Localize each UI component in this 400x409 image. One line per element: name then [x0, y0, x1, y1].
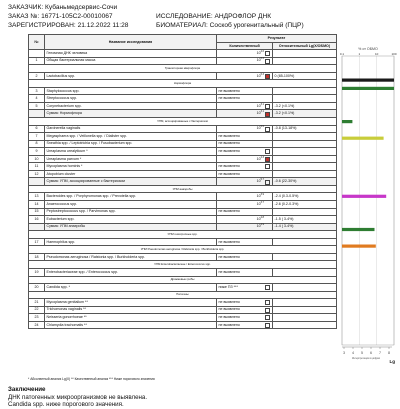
- test-name: Anaerococcus spp.: [45, 201, 217, 209]
- row-number: 11: [29, 163, 45, 171]
- top-tick-label: 100: [391, 52, 397, 56]
- relative-result: -2.4 (0.3-0.5%): [273, 193, 337, 201]
- row-number: 17: [29, 238, 45, 246]
- test-name: Megasphaera spp. / Veillonella spp. / Dialister spp.: [45, 133, 217, 141]
- quantitative-result: [217, 268, 273, 276]
- flag-box-icon: [265, 308, 270, 313]
- relative-result: [273, 268, 337, 276]
- section-label: Дрожжевые грибы: [29, 276, 337, 284]
- top-tick-label: 1: [358, 52, 361, 56]
- relative-result: [273, 299, 337, 307]
- table-row: [29, 284, 337, 292]
- table-row: [29, 201, 337, 209]
- flag-box-icon: [265, 59, 270, 64]
- table-row: [29, 223, 337, 231]
- relative-result: [273, 306, 337, 314]
- flag-box-icon: [265, 74, 270, 79]
- flag-box-icon: [265, 127, 270, 132]
- bar: [342, 228, 375, 231]
- result-text: не выявлено: [218, 209, 240, 214]
- row-number: 10: [29, 155, 45, 163]
- section-row: [29, 65, 337, 73]
- result-text: не выявлено: [218, 239, 240, 244]
- relative-result: [273, 95, 337, 103]
- test-name: Peptostreptococcus spp. / Parvimonas spp.: [45, 208, 217, 216]
- test-name: Общая бактериальная масса: [45, 57, 217, 65]
- table-row: [29, 133, 337, 141]
- table-row: [29, 87, 337, 95]
- row-number: 23: [29, 314, 45, 322]
- quantitative-result: [217, 102, 273, 110]
- result-text: не выявлено: [218, 88, 240, 93]
- relative-result: [273, 148, 337, 156]
- row-number: [29, 178, 45, 186]
- col-result-header: Результат: [217, 35, 337, 43]
- section-row: [29, 246, 337, 254]
- result-text: не выявлено: [218, 96, 240, 101]
- footnote: * Абсолютный анализ Lg(Х) ** Качественный анализ *** Ниже порогового значения: [28, 377, 155, 381]
- relative-result: [273, 140, 337, 148]
- bar: [342, 120, 352, 123]
- quantitative-result: [217, 321, 273, 329]
- relative-result: [273, 87, 337, 95]
- axis-unit-label: Lg: [389, 359, 395, 364]
- table-row: [29, 208, 337, 216]
- row-number: 20: [29, 284, 45, 292]
- test-name: Chlamydia trachomatis **: [45, 321, 217, 329]
- flag-box-icon: [265, 300, 270, 305]
- result-base: 10: [256, 179, 261, 184]
- result-text: не выявлено: [218, 164, 240, 169]
- row-number: 8: [29, 140, 45, 148]
- table-row: [29, 140, 337, 148]
- quantitative-result: [217, 125, 273, 133]
- relative-result: -0.8 (13-18%): [273, 125, 337, 133]
- row-number: 5: [29, 102, 45, 110]
- test-name: Enterobacteriaceae spp. / Enterococcus spp.: [45, 268, 217, 276]
- relative-result: -3.2 (<0.1%): [273, 110, 337, 118]
- section-row: [29, 261, 337, 269]
- table-row: [29, 238, 337, 246]
- quantitative-result: [217, 170, 273, 178]
- relative-result: [273, 155, 337, 163]
- bar: [342, 195, 386, 198]
- result-exponent: 4.6: [260, 49, 264, 53]
- result-exponent: 6.3: [260, 72, 264, 76]
- relative-chart: [340, 45, 396, 368]
- test-name: Сумма: Нормофлора: [45, 110, 217, 118]
- order-line: ЗАКАЗ №: 16771-105С2-00010067 ИССЛЕДОВАНИЕ: АНДРОФЛОР ДНК: [8, 13, 272, 20]
- table-row: [29, 57, 337, 65]
- test-name: Ureaplasma urealyticum *: [45, 148, 217, 156]
- conclusion-line-2: Candida spp. ниже порогового значения.: [8, 401, 124, 408]
- top-tick-label: 0.1: [339, 52, 345, 56]
- quantitative-result: [217, 314, 273, 322]
- section-row: [29, 276, 337, 284]
- test-name: Lactobacillus spp.: [45, 72, 217, 80]
- quantitative-result: [217, 148, 273, 159]
- result-exponent: 3.1: [260, 102, 264, 106]
- quantitative-result: [217, 178, 273, 186]
- test-name: Eubacterium spp.: [45, 216, 217, 224]
- section-label: УПМ гемотропные spp.: [29, 231, 337, 239]
- quantitative-result: [217, 223, 273, 231]
- test-name: Bacteroides spp. / Porphyromonas spp. / Prevotella spp.: [45, 193, 217, 201]
- row-number: 21: [29, 299, 45, 307]
- table-row: [29, 306, 337, 314]
- relative-result: -2.6 (0.2-0.3%): [273, 201, 337, 209]
- section-row: [29, 291, 337, 299]
- result-exponent: 3.9: [260, 193, 264, 197]
- section-label: УПМ анаэробы: [29, 185, 337, 193]
- section-label: УПМ Enterobacteriaceae / Enterococcus spp.: [29, 261, 337, 269]
- row-number: 9: [29, 148, 45, 156]
- test-name: Gardnerella vaginalis: [45, 125, 217, 133]
- relative-result: [273, 50, 337, 58]
- test-name: Neisseria gonorrhoeae **: [45, 314, 217, 322]
- section-row: [29, 118, 337, 126]
- col-rel-header: Относительный Lg(Х/ОБМО): [273, 42, 337, 50]
- result-base: 10: [256, 224, 261, 229]
- test-name: Haemophilus spp.: [45, 238, 217, 246]
- relative-result: [273, 314, 337, 322]
- row-number: [29, 110, 45, 118]
- axis-tick-label: 3: [343, 351, 345, 355]
- result-exponent: 5.5: [260, 125, 264, 129]
- test-name: Streptococcus spp.: [45, 95, 217, 103]
- top-tick-label: 10: [374, 52, 379, 56]
- results-table: [28, 34, 337, 329]
- biomaterial-line: БИОМАТЕРИАЛ: Соскоб урогенитальный (ПЦР): [156, 22, 304, 29]
- result-base: 10: [256, 201, 261, 206]
- table-row: [29, 95, 337, 103]
- result-base: 10: [256, 126, 261, 131]
- table-row: [29, 253, 337, 261]
- result-base: 10: [256, 50, 261, 55]
- result-text: не выявлено: [218, 299, 240, 304]
- test-name: Сумма: УПМ анаэробы: [45, 223, 217, 231]
- flag-box-icon: [265, 323, 270, 328]
- table-row: [29, 268, 337, 276]
- result-exponent: 4.9: [260, 223, 264, 227]
- flag-box-icon: [265, 164, 270, 169]
- result-exponent: 6.3: [260, 57, 264, 61]
- relative-result: 0 (85-100%): [273, 72, 337, 80]
- relative-result: [273, 133, 337, 141]
- section-label: Патогены: [29, 291, 337, 299]
- col-name-header: Название исследования: [45, 35, 217, 50]
- result-text: не выявлено: [218, 141, 240, 146]
- quantitative-result: [217, 215, 273, 227]
- test-name: Trichomonas vaginalis **: [45, 306, 217, 314]
- table-row: [29, 72, 337, 80]
- relative-result: [273, 57, 337, 65]
- relative-result: [273, 238, 337, 246]
- section-row: [29, 231, 337, 239]
- axis-tick-label: 6: [370, 351, 372, 355]
- result-text: не выявлено: [218, 148, 240, 153]
- result-base: 10: [256, 58, 261, 63]
- relative-result: -1.5 ( 3-4%): [273, 216, 337, 224]
- result-text: не выявлено: [218, 133, 240, 138]
- flag-box-icon: [265, 157, 270, 162]
- result-base: 10: [256, 194, 261, 199]
- bar: [342, 137, 384, 140]
- section-row: [29, 80, 337, 88]
- chart-title: % от ОБМО: [358, 47, 378, 51]
- test-name: Pseudomonas aeruginosa / Ralstonia spp. / Burkholderia spp.: [45, 253, 217, 261]
- bar: [342, 87, 394, 90]
- test-name: Corynebacterium spp.: [45, 102, 217, 110]
- row-number: 19: [29, 268, 45, 276]
- flag-box-icon: [265, 51, 270, 56]
- result-base: 10: [256, 73, 261, 78]
- row-number: 22: [29, 306, 45, 314]
- table-row: [29, 125, 337, 133]
- result-text: не выявлено: [218, 269, 240, 274]
- row-number: 18: [29, 253, 45, 261]
- quantitative-result: [217, 299, 273, 307]
- result-text: не выявлено: [218, 315, 240, 319]
- quantitative-result: [217, 49, 273, 61]
- quantitative-result: [217, 140, 273, 148]
- test-name: Сумма: УПМ, ассоциированные с бактериозом: [45, 178, 217, 186]
- quantitative-result: [217, 238, 273, 246]
- result-base: 10: [256, 103, 261, 108]
- quantitative-result: [217, 284, 273, 292]
- result-base: 10: [256, 156, 261, 161]
- row-number: 24: [29, 321, 45, 329]
- row-number: 14: [29, 201, 45, 209]
- row-number: 2: [29, 72, 45, 80]
- table-row: [29, 110, 337, 118]
- relative-result: -1.4 ( 3-4%): [273, 223, 337, 231]
- test-name: Staphylococcus spp.: [45, 87, 217, 95]
- flag-box-icon: [265, 149, 270, 154]
- relative-result: -0.6 (22-30%): [273, 178, 337, 186]
- axis-tick-label: 5: [361, 351, 363, 355]
- relative-result: [273, 163, 337, 171]
- quantitative-result: [217, 201, 273, 209]
- result-exponent: 4.8: [260, 215, 264, 219]
- test-name: Atopobium cluster: [45, 170, 217, 178]
- table-row: [29, 102, 337, 110]
- relative-result: [273, 170, 337, 178]
- row-number: 16: [29, 216, 45, 224]
- row-number: 15: [29, 208, 45, 216]
- flag-box-icon: [265, 285, 270, 290]
- row-number: 6: [29, 125, 45, 133]
- quantitative-result: [217, 306, 273, 314]
- quantitative-result: [217, 193, 273, 201]
- relative-result: [273, 208, 337, 216]
- relative-result: [273, 253, 337, 261]
- row-number: 13: [29, 193, 45, 201]
- client-line: ЗАКАЗЧИК: Кубаньмедсервис-Сочи: [8, 4, 118, 11]
- section-label: УПМ Pseudomonas aeruginosa / Ralstonia spp. / Burkholderia spp.: [29, 246, 337, 254]
- table-row: [29, 299, 337, 307]
- flag-box-icon: [265, 112, 270, 117]
- flag-box-icon: [265, 315, 270, 320]
- relative-result: [273, 284, 337, 292]
- result-base: 10: [256, 111, 261, 116]
- axis-caption: Интерпретация в цифрах: [351, 357, 381, 360]
- axis-tick-label: 7: [379, 351, 381, 355]
- bar: [342, 79, 394, 82]
- table-row: [29, 170, 337, 178]
- table-row: [29, 193, 337, 201]
- flag-box-icon: [265, 180, 270, 185]
- row-number: 12: [29, 170, 45, 178]
- result-text: не выявлено: [218, 254, 240, 259]
- table-row: [29, 216, 337, 224]
- quantitative-result: [217, 72, 273, 80]
- col-num-header: №: [29, 35, 45, 50]
- table-row: [29, 321, 337, 329]
- quantitative-result: [217, 110, 273, 118]
- quantitative-result: [217, 57, 273, 65]
- test-name: Mycoplasma hominis *: [45, 163, 217, 171]
- table-row: [29, 148, 337, 156]
- section-label: УПМ, ассоциированные с бактериозом: [29, 118, 337, 126]
- result-exponent: 5.7: [260, 177, 264, 181]
- result-exponent: 3.7: [260, 200, 264, 204]
- table-row: [29, 163, 337, 171]
- bar: [342, 245, 376, 248]
- conclusion-title: Заключение: [8, 386, 46, 393]
- quantitative-result: [217, 253, 273, 261]
- result-exponent: 4.3: [260, 155, 264, 159]
- section-label: Нормофлора: [29, 80, 337, 88]
- axis-tick-label: 4: [352, 351, 354, 355]
- result-text: ниже ПЗ ***: [218, 284, 238, 289]
- row-number: [29, 223, 45, 231]
- study-line: ИССЛЕДОВАНИЕ: АНДРОФЛОР ДНК: [156, 13, 272, 20]
- row-number: [29, 50, 45, 58]
- col-quant-header: Количественный: [217, 42, 273, 50]
- axis-tick-label: 8: [388, 351, 390, 355]
- table-row: [29, 155, 337, 163]
- test-name: Mycoplasma genitalium **: [45, 299, 217, 307]
- row-number: 4: [29, 95, 45, 103]
- quantitative-result: [217, 95, 273, 103]
- relative-result: [273, 321, 337, 329]
- conclusion-line-1: ДНК патогенных микроорганизмов не выявлена.: [8, 394, 148, 401]
- quantitative-result: [217, 133, 273, 141]
- section-label: Транзиторная микрофлора: [29, 65, 337, 73]
- result-text: не выявлено: [218, 322, 240, 327]
- relative-result: -3.2 (<0.1%): [273, 102, 337, 110]
- row-number: 7: [29, 133, 45, 141]
- quantitative-result: [217, 208, 273, 216]
- quantitative-result: [217, 155, 273, 163]
- result-exponent: 3.1: [260, 110, 264, 114]
- table-row: [29, 314, 337, 322]
- registered-line: ЗАРЕГИСТРИРОВАН: 21.12.2022 11:28 БИОМАТЕРИАЛ: Соскоб урогенитальный (ПЦР): [8, 22, 304, 29]
- table-row: [29, 178, 337, 186]
- result-text: не выявлено: [218, 171, 240, 176]
- quantitative-result: [217, 87, 273, 95]
- quantitative-result: [217, 163, 273, 171]
- test-name: Ureaplasma parvum *: [45, 155, 217, 163]
- flag-box-icon: [265, 104, 270, 109]
- test-name: Геномная ДНК человека: [45, 50, 217, 58]
- test-name: Sneathia spp. / Leptotrichia spp. / Fusobacterium spp.: [45, 140, 217, 148]
- result-base: 10: [256, 216, 261, 221]
- table-row: [29, 50, 337, 58]
- section-row: [29, 185, 337, 193]
- test-name: Candida spp. *: [45, 284, 217, 292]
- chart-frame: [342, 56, 394, 345]
- result-text: не выявлено: [218, 307, 240, 312]
- row-number: 3: [29, 87, 45, 95]
- row-number: 1: [29, 57, 45, 65]
